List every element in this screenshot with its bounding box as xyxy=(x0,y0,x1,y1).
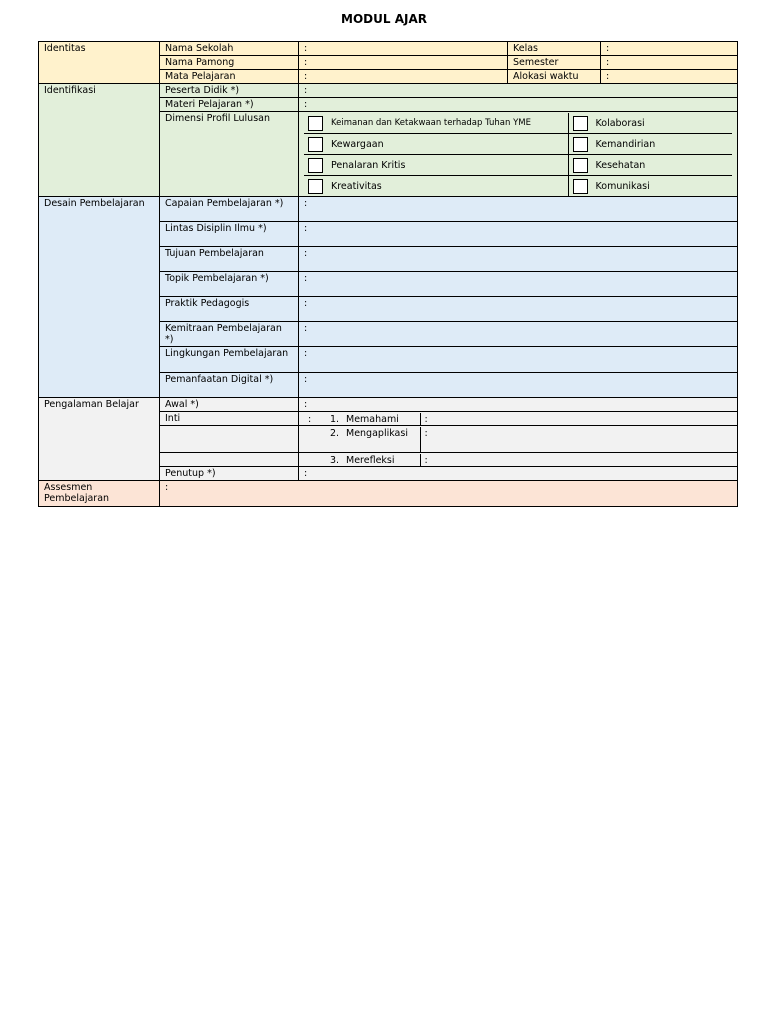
step-number: 2. xyxy=(330,428,340,439)
label-penutup: Penutup *) xyxy=(160,467,299,481)
field-topik-pembelajaran[interactable]: : xyxy=(299,272,738,297)
label-tujuan-pembelajaran: Tujuan Pembelajaran xyxy=(160,247,299,272)
field-kemitraan-pembelajaran[interactable]: : xyxy=(299,322,738,347)
field-nama-pamong[interactable]: : xyxy=(299,56,508,70)
inti-step xyxy=(330,427,420,452)
checkbox[interactable] xyxy=(573,116,588,131)
field-lintas-disiplin-ilmu[interactable]: : xyxy=(299,222,738,247)
step-label: Mengaplikasi xyxy=(346,428,408,439)
page-title: MODUL AJAR xyxy=(341,12,427,26)
field-assesmen[interactable]: : xyxy=(160,481,738,507)
field-mengaplikasi[interactable]: : xyxy=(420,427,732,452)
label-lintas-disiplin-ilmu: Lintas Disiplin Ilmu *) xyxy=(160,222,299,247)
field-kelas[interactable]: : xyxy=(601,42,738,56)
checkbox[interactable] xyxy=(308,137,323,152)
modul-ajar-table xyxy=(38,41,738,507)
field-alokasi-waktu[interactable]: : xyxy=(601,70,738,84)
dimensi-profil-grid xyxy=(299,112,738,197)
label-nama-sekolah: Nama Sekolah xyxy=(160,42,299,56)
dimensi-label: Kolaborasi xyxy=(595,117,645,129)
dimensi-item[interactable] xyxy=(568,176,732,197)
label-capaian-pembelajaran: Capaian Pembelajaran *) xyxy=(160,197,299,222)
label-inti: Inti xyxy=(160,412,299,426)
label-pemanfaatan-digital: Pemanfaatan Digital *) xyxy=(160,373,299,398)
label-inti-blank xyxy=(160,453,299,467)
inti-colon: : xyxy=(308,414,312,425)
checkbox[interactable] xyxy=(308,158,323,173)
inti-spacer xyxy=(304,454,330,466)
dimensi-label: Kesehatan xyxy=(595,159,646,171)
dimensi-item[interactable] xyxy=(568,113,732,134)
field-awal[interactable]: : xyxy=(299,398,738,412)
field-capaian-pembelajaran[interactable]: : xyxy=(299,197,738,222)
dimensi-label: Penalaran Kritis xyxy=(331,159,406,171)
section-desain-pembelajaran: Desain Pembelajaran xyxy=(39,197,160,398)
step-label: Memahami xyxy=(346,414,399,425)
field-peserta-didik[interactable]: : xyxy=(299,84,738,98)
label-topik-pembelajaran: Topik Pembelajaran *) xyxy=(160,272,299,297)
checkbox[interactable] xyxy=(573,158,588,173)
field-nama-sekolah[interactable]: : xyxy=(299,42,508,56)
inti-step xyxy=(330,413,420,425)
inti-step-row xyxy=(299,426,738,453)
label-praktik-pedagogis: Praktik Pedagogis xyxy=(160,297,299,322)
field-tujuan-pembelajaran[interactable]: : xyxy=(299,247,738,272)
inti-step-row xyxy=(299,453,738,467)
dimensi-item[interactable] xyxy=(304,113,568,134)
label-alokasi-waktu: Alokasi waktu xyxy=(508,70,601,84)
field-mata-pelajaran[interactable]: : xyxy=(299,70,508,84)
dimensi-item[interactable] xyxy=(304,155,568,176)
dimensi-item[interactable] xyxy=(304,134,568,155)
label-inti-blank xyxy=(160,426,299,453)
checkbox[interactable] xyxy=(308,116,323,131)
label-peserta-didik: Peserta Didik *) xyxy=(160,84,299,98)
field-memahami[interactable]: : xyxy=(420,413,732,425)
dimensi-label: Keimanan dan Ketakwaan terhadap Tuhan YME xyxy=(331,117,531,128)
step-label: Merefleksi xyxy=(346,455,395,466)
checkbox[interactable] xyxy=(573,137,588,152)
step-number: 1. xyxy=(330,414,340,425)
field-pemanfaatan-digital[interactable]: : xyxy=(299,373,738,398)
field-penutup[interactable]: : xyxy=(299,467,738,481)
field-materi-pelajaran[interactable]: : xyxy=(299,98,738,112)
inti-spacer xyxy=(304,427,330,452)
label-nama-pamong: Nama Pamong xyxy=(160,56,299,70)
field-semester[interactable]: : xyxy=(601,56,738,70)
section-identifikasi: Identifikasi xyxy=(39,84,160,197)
label-lingkungan-pembelajaran: Lingkungan Pembelajaran xyxy=(160,347,299,373)
label-semester: Semester xyxy=(508,56,601,70)
field-merefleksi[interactable]: : xyxy=(420,454,732,466)
dimensi-label: Kemandirian xyxy=(595,138,656,150)
label-kemitraan-pembelajaran: Kemitraan Pembelajaran *) xyxy=(160,322,299,347)
field-lingkungan-pembelajaran[interactable]: : xyxy=(299,347,738,373)
dimensi-item[interactable] xyxy=(568,155,732,176)
checkbox[interactable] xyxy=(308,179,323,194)
section-assesmen-pembelajaran: Assesmen Pembelajaran xyxy=(39,481,160,507)
dimensi-label: Kewargaan xyxy=(331,138,384,150)
dimensi-item[interactable] xyxy=(568,134,732,155)
checkbox[interactable] xyxy=(573,179,588,194)
label-awal: Awal *) xyxy=(160,398,299,412)
inti-step-row xyxy=(299,412,738,426)
label-kelas: Kelas xyxy=(508,42,601,56)
section-identitas: Identitas xyxy=(39,42,160,84)
label-mata-pelajaran: Mata Pelajaran xyxy=(160,70,299,84)
label-dimensi-profil: Dimensi Profil Lulusan xyxy=(160,112,299,197)
label-materi-pelajaran: Materi Pelajaran *) xyxy=(160,98,299,112)
section-pengalaman-belajar: Pengalaman Belajar xyxy=(39,398,160,481)
dimensi-label: Kreativitas xyxy=(331,180,382,192)
step-number: 3. xyxy=(330,455,340,466)
inti-step xyxy=(330,454,420,466)
dimensi-item[interactable] xyxy=(304,176,568,197)
field-praktik-pedagogis[interactable]: : xyxy=(299,297,738,322)
dimensi-label: Komunikasi xyxy=(595,180,650,192)
